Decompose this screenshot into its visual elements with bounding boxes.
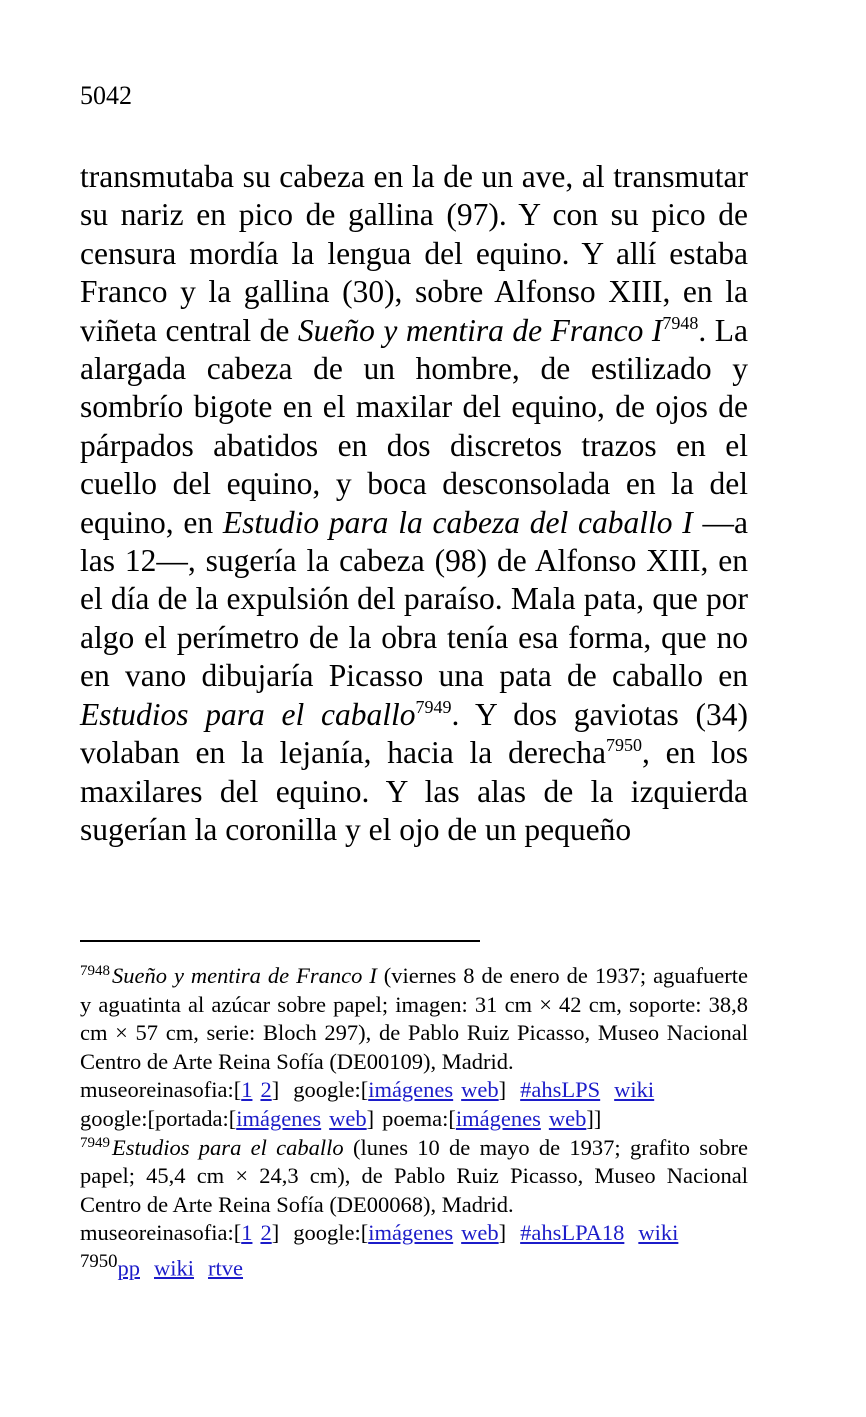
link-museo-1[interactable]: 1 xyxy=(241,1077,253,1103)
footnote-7948-links-2 xyxy=(80,1105,748,1134)
link-museo-2[interactable]: 2 xyxy=(260,1220,272,1246)
link-hashtag[interactable]: #ahsLPA18 xyxy=(520,1220,625,1246)
link-label: google:[ xyxy=(293,1077,369,1103)
link-wiki[interactable]: wiki xyxy=(614,1077,655,1103)
link-wiki[interactable]: wiki xyxy=(638,1220,679,1246)
link-wiki[interactable]: wiki xyxy=(154,1255,195,1281)
footnote-7948-links-1 xyxy=(80,1076,748,1105)
link-google-imagenes[interactable]: imágenes xyxy=(368,1077,454,1103)
bracket: ] xyxy=(498,1077,507,1103)
body-text-part-3: —a las 12—, sugería la cabeza (98) de Alfonso XIII, en el día de la expulsión del paraíso. Mala pata, que por algo el perímetro de la obra tenía esa forma, que no en vano dibujaría Picasso una pata de caballo en xyxy=(80,504,748,694)
link-label: google:[portada:[ xyxy=(80,1105,237,1131)
footnote-title: Estudios para el caballo xyxy=(112,1134,344,1160)
page-number: 5042 xyxy=(80,81,132,110)
artwork-title-estudio-cabeza: Estudio para la cabeza del caballo I xyxy=(222,504,693,540)
bracket: ] xyxy=(366,1105,375,1131)
footnote-number: 7949 xyxy=(80,1134,110,1151)
link-museo-2[interactable]: 2 xyxy=(260,1077,272,1103)
link-portada-imagenes[interactable]: imágenes xyxy=(236,1105,322,1131)
footnotes xyxy=(80,962,748,1283)
link-hashtag[interactable]: #ahsLPS xyxy=(520,1077,601,1103)
link-portada-web[interactable]: web xyxy=(329,1105,367,1131)
footnote-text: (viernes 8 de enero de 1937; aguafuerte y aguatinta al azúcar sobre papel; imagen: 31 cm × 42 cm, soporte: 38,8 cm × 57 cm, serie: Bloch 297), de Pablo Ruiz Picasso, Museo Nacional Centro de Arte Reina Sofía (DE00109), Madrid. xyxy=(80,963,749,1074)
footnote-7950 xyxy=(80,1248,748,1283)
bracket: ] xyxy=(271,1077,280,1103)
link-pp[interactable]: pp xyxy=(117,1255,140,1281)
footnote-7949 xyxy=(80,1134,748,1220)
footnote-separator xyxy=(80,940,480,942)
link-museo-1[interactable]: 1 xyxy=(241,1220,253,1246)
footnote-ref-7950[interactable]: 7950 xyxy=(605,735,642,756)
link-label: google:[ xyxy=(293,1220,369,1246)
artwork-title-sueno: Sueño y mentira de Franco I xyxy=(297,312,663,348)
artwork-title-estudios-caballo: Estudios para el caballo xyxy=(80,696,416,732)
bracket: ] xyxy=(271,1220,280,1246)
link-label: poema:[ xyxy=(382,1105,456,1131)
link-poema-imagenes[interactable]: imágenes xyxy=(455,1105,541,1131)
footnote-ref-7948[interactable]: 7948 xyxy=(662,312,699,333)
link-poema-web[interactable]: web xyxy=(548,1105,587,1131)
footnote-title: Sueño y mentira de Franco I xyxy=(112,963,377,988)
link-label: museoreinasofia:[ xyxy=(80,1077,242,1103)
bracket: ] xyxy=(498,1220,507,1246)
body-text-part-4: . Y dos gaviotas (34) volaban en la lejanía, hacia la derecha xyxy=(80,696,748,771)
bracket: ]] xyxy=(586,1105,602,1131)
link-google-imagenes[interactable]: imágenes xyxy=(368,1220,454,1246)
footnote-7948 xyxy=(80,962,748,1076)
footnote-number: 7950 xyxy=(80,1250,118,1272)
link-google-web[interactable]: web xyxy=(461,1220,499,1246)
link-rtve[interactable]: rtve xyxy=(208,1255,243,1281)
body-text-part-1: transmutaba su cabeza en la de un ave, al transmutar su nariz en pico de gallina (97). Y con su pico de censura mordía la lengua del equino. Y allí estaba Franco y la gallina (30), sobre Alfonso XIII, en la viñeta central de xyxy=(80,159,748,348)
footnote-ref-7949[interactable]: 7949 xyxy=(415,696,452,717)
body-text-part-2: . La alargada cabeza de un hombre, de estilizado y sombrío bigote en el maxilar del equino, de ojos de párpados abatidos en dos discretos trazos en el cuello del equino, y boca desconsolada en la del equino, en xyxy=(80,312,748,540)
footnote-7949-links-1 xyxy=(80,1219,748,1248)
footnote-text: (lunes 10 de mayo de 1937; grafito sobre papel; 45,4 cm × 24,3 cm), de Pablo Ruiz Picasso, Museo Nacional Centro de Arte Reina Sofía (DE00068), Madrid. xyxy=(80,1134,748,1217)
footnote-number: 7948 xyxy=(80,963,110,979)
link-label: museoreinasofia:[ xyxy=(80,1220,242,1246)
body-paragraph xyxy=(80,158,748,849)
body-text-part-5: , en los maxilares del equino. Y las alas de la izquierda sugerían la coronilla y el ojo de un pequeño xyxy=(80,735,748,847)
link-google-web[interactable]: web xyxy=(461,1077,499,1103)
